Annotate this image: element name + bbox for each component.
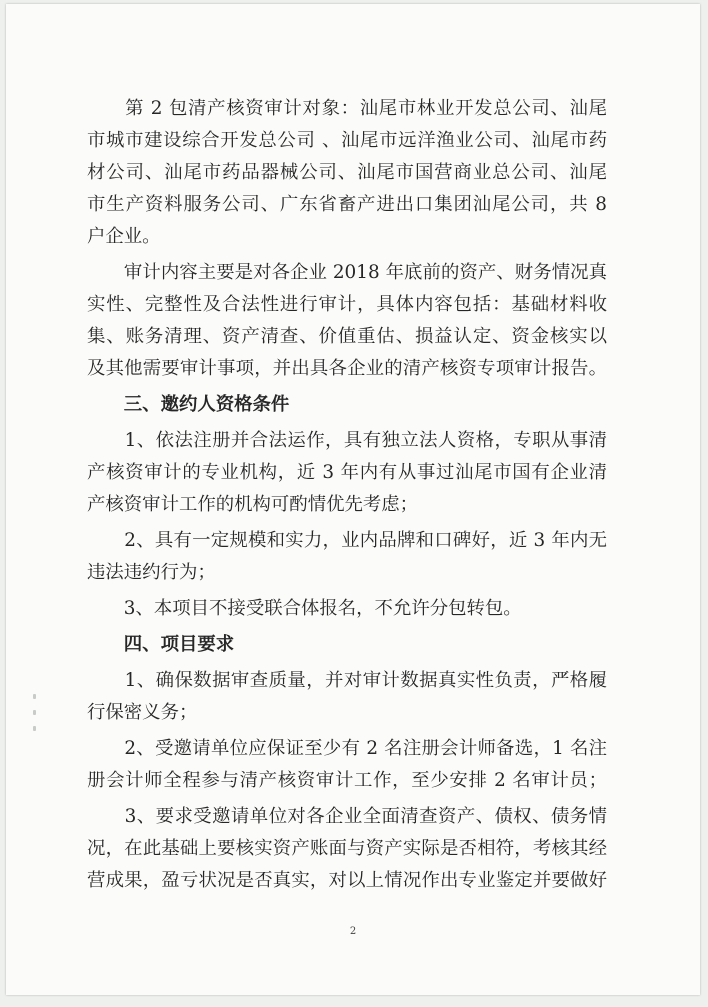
paragraph-line: 集、账务清理、资产清查、价值重估、损益认定、资金核实以 [87,326,607,347]
paragraph-line: 1、依法注册并合法运作，具有独立法人资格，专职从事清 [87,430,607,451]
paragraph-line: 2、受邀请单位应保证至少有 2 名注册会计师备选，1 名注 [87,738,607,759]
paragraph-line: 产核资审计的专业机构，近 3 年内有从事过汕尾市国有企业清 [87,462,607,483]
paragraph-line: 1、确保数据审查质量，并对审计数据真实性负责，严格履 [87,670,607,691]
page-number: 2 [349,926,357,937]
paragraph-line: 材公司、汕尾市药品器械公司、汕尾市国营商业总公司、汕尾 [87,162,607,183]
binding-mark [33,726,36,731]
paragraph-line: 行保密义务； [87,702,198,723]
paragraph-line: 第 2 包清产核资审计对象：汕尾市林业开发总公司、汕尾 [87,98,607,119]
paragraph-line: 册会计师全程参与清产核资审计工作，至少安排 2 名审计员； [87,770,607,791]
paragraph-line: 户企业。 [87,226,161,247]
binding-mark [33,710,36,715]
paragraph-line: 市生产资料服务公司、广东省畜产进出口集团汕尾公司，共 8 [87,194,607,215]
paragraph-line: 实性、完整性及合法性进行审计，具体内容包括：基础材料收 [87,294,607,315]
paragraph-line: 及其他需要审计事项，并出具各企业的清产核资专项审计报告。 [87,358,607,379]
paragraph-line: 审计内容主要是对各企业 2018 年底前的资产、财务情况真 [87,262,607,283]
binding-mark [33,694,36,699]
section-heading-requirements: 四、项目要求 [87,634,235,655]
paragraph-line: 违法违约行为； [87,562,216,583]
paragraph-line: 况，在此基础上要核实资产账面与资产实际是否相符，考核其经 [87,838,607,859]
paragraph-line: 营成果，盈亏状况是否真实，对以上情况作出专业鉴定并要做好 [87,870,607,891]
paragraph-line: 3、本项目不接受联合体报名，不允许分包转包。 [87,598,522,619]
paragraph-line: 产核资审计工作的机构可酌情优先考虑； [87,494,419,515]
section-heading-qualifications: 三、邀约人资格条件 [87,394,290,415]
document-page [6,4,700,995]
paragraph-line: 市城市建设综合开发总公司 、汕尾市远洋渔业公司、汕尾市药 [87,130,607,151]
paragraph-line: 2、具有一定规模和实力，业内品牌和口碑好，近 3 年内无 [87,530,607,551]
paragraph-line: 3、要求受邀请单位对各企业全面清查资产、债权、债务情 [87,806,607,827]
